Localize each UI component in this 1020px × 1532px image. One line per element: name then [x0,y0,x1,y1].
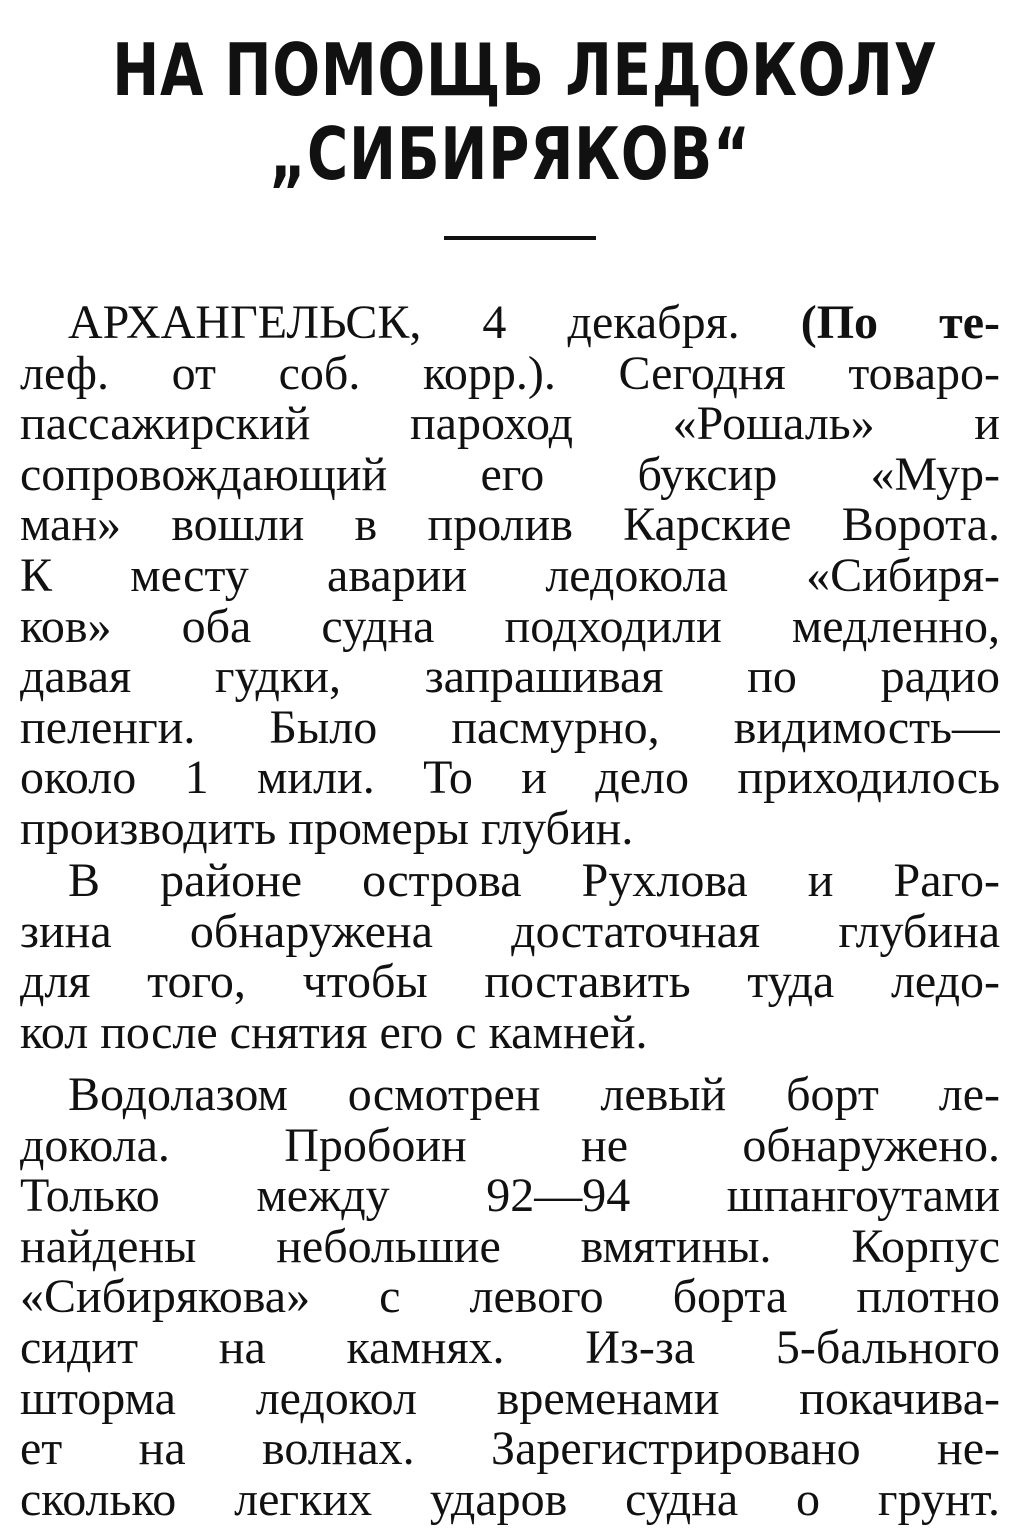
paragraph-3-line-7: шторма ледокол временами покачива- [20,1373,1000,1425]
headline-line-2: „СИБИРЯКОВ“ [269,112,751,196]
paragraph-1-line-11: производить промеры глубин. [20,803,634,855]
headline-line-1: НА ПОМОЩЬ ЛЕДОКОЛУ [112,28,938,112]
paragraph-1-line-6: К месту аварии ледокола «Сибиря- [20,550,1000,602]
paragraph-2-line-2: зина обнаружена достаточная глубина [20,906,1000,958]
dateline: АРХАНГЕЛЬСК, 4 декабря. [68,298,740,349]
paragraph-3 [20,1070,1000,1525]
paragraph-2 [20,856,1000,1058]
paragraph-3-line-1: Водолазом осмотрен левый борт ле- [68,1070,1000,1121]
paragraph-2-line-4: кол после снятия его с камней. [20,1007,648,1059]
paragraph-3-line-8: ет на волнах. Зарегистрировано не- [20,1424,1000,1475]
headline-divider [444,236,596,240]
paragraph-1-line-1 [20,298,1000,349]
paragraph-3-line-5: «Сибирякова» с левого борта плотно [20,1272,1000,1323]
paragraph-1-line-7: ков» оба судна подходили медленно, [20,601,1000,653]
paragraph-1-line-4: сопровождающий его буксир «Мур- [20,449,1000,501]
paragraph-2-line-3: для того, чтобы поставить туда ледо- [20,957,1000,1008]
paragraph-1-line-9: пеленги. Было пасмурно, видимость— [20,702,1000,754]
paragraph-1-line-5: ман» вошли в пролив Карские Ворота. [20,500,1000,551]
paragraph-3-line-2: докола. Пробоин не обнаружено. [20,1120,1000,1172]
paragraph-3-line-6: сидит на камнях. Из-за 5-бального [20,1322,1000,1374]
paragraph-3-line-3: Только между 92—94 шпангоутами [20,1171,1000,1222]
paragraph-3-line-4: найдены небольшие вмятины. Корпус [20,1221,1000,1273]
paragraph-3-line-9: сколько легких ударов судна о грунт. [20,1474,1000,1526]
paragraph-1-line-2: леф. от соб. корр.). Сегодня товаро- [20,348,1000,400]
paragraph-1-line-8: давая гудки, запрашивая по радио [20,652,1000,703]
paragraph-1-line-10: около 1 мили. То и дело приходилось [20,753,1000,804]
paragraph-1 [20,298,1000,855]
paragraph-1-line-3: пассажирский пароход «Рошаль» и [20,399,1000,450]
dateline-source: (По те- [800,298,1000,349]
paragraph-2-line-1: В районе острова Рухлова и Раго- [68,856,1000,907]
